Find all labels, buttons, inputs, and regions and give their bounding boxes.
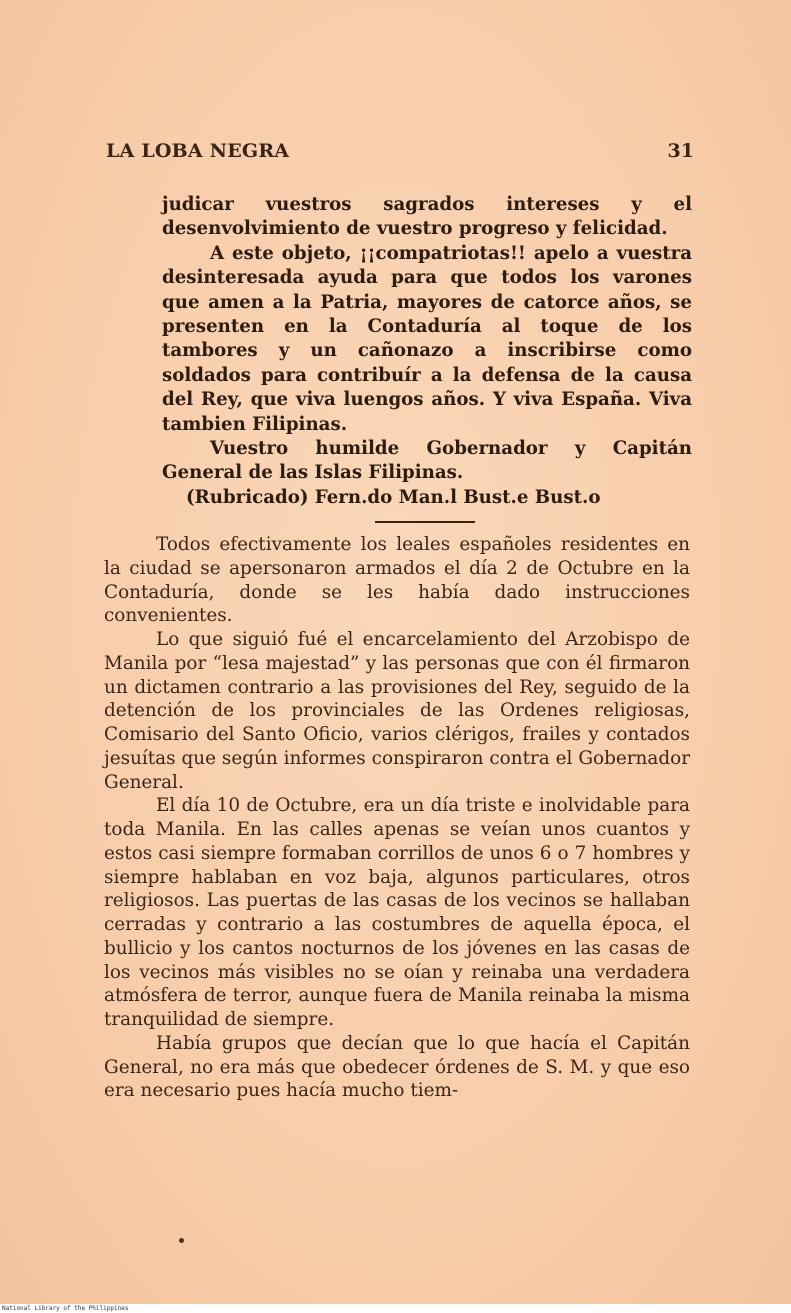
signature-line: (Rubricado) Fern.do Man.l Bust.e Bust.o <box>186 486 601 508</box>
body-paragraph: Había grupos que decían que lo que hacía el Capitán General, no era más que obedecer órdenes de S. M. y que eso era necesario pues hacía mucho tiem- <box>104 1032 690 1102</box>
section-divider <box>375 521 475 523</box>
body-text <box>104 533 690 1103</box>
body-paragraph: Lo que siguió fué el encarcelamiento del Arzobispo de Manila por “lesa majestad” y las personas que con él firmaron un dictamen contrario a las provisiones del Rey, seguido de la detención de los provinciales de las Ordenes religiosas, Comisario del Santo Oficio, varios clérigos, frailes y contados jesuítas que según informes conspiraron contra el Gobernador General. <box>104 629 690 793</box>
proclamation-paragraph: judicar vuestros sagrados intereses y el desenvolvimiento de vuestro progreso y felicidad. <box>162 194 692 240</box>
body-paragraph: El día 10 de Octubre, era un día triste e inolvidable para toda Manila. En las calles apenas se veían unos cuantos y estos casi siempre formaban corrillos de unos 6 o 7 hombres y siempre hablaban en voz baja, algunos particulares, otros religiosos. Las puertas de las casas de los vecinos se hallaban cerradas y contrario a las costumbres de aquella época, el bullicio y los cantos nocturnos de los jóvenes en las casas de los vecinos más visibles no se oían y reinaba una verdadera atmósfera de terror, aunque fuera de Manila reinaba la misma tranquilidad de siempre. <box>104 795 690 1030</box>
ink-speck <box>179 1238 184 1243</box>
running-header <box>106 140 694 168</box>
page-number: 31 <box>667 140 694 162</box>
proclamation-block <box>162 193 692 510</box>
book-title: LA LOBA NEGRA <box>106 140 290 162</box>
scan-credit: National Library of the Philippines <box>2 1305 129 1312</box>
proclamation-paragraph: Vuestro humilde Gobernador y Capitán General de las Islas Filipinas. <box>162 438 692 484</box>
proclamation-paragraph: A este objeto, ¡¡compatriotas!! apelo a vuestra desinteresada ayuda para que todos los varones que amen a la Patria, mayores de catorce años, se presenten en la Contaduría al toque de los tambores y un cañonazo a inscribirse como soldados para contribuír a la defensa de la causa del Rey, que viva luengos años. Y viva España. Viva tambien Filipinas. <box>162 242 692 435</box>
body-paragraph: Todos efectivamente los leales españoles residentes en la ciudad se apersonaron armados el día 2 de Octubre en la Contaduría, donde se les había dado instrucciones convenientes. <box>104 534 690 627</box>
